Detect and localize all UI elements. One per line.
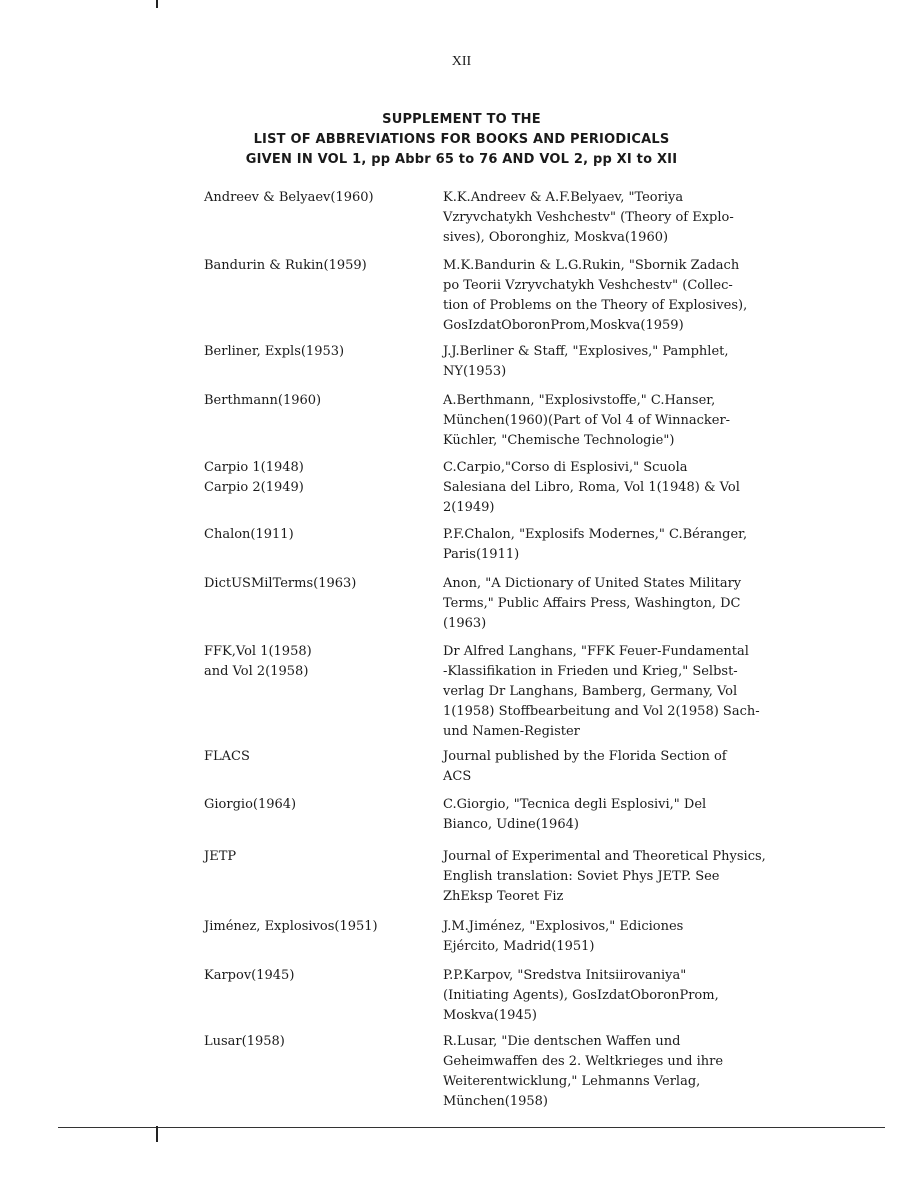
description-line: Dr Alfred Langhans, "FFK Feuer-Fundamental: [443, 644, 749, 659]
description-line: Journal published by the Florida Section of: [443, 749, 727, 764]
abbreviation: DictUSMilTerms(1963): [204, 576, 357, 591]
description-line: (1963): [443, 616, 487, 631]
description-line: -Klassifikation in Frieden und Krieg," Selbst-: [443, 664, 738, 679]
abbreviation: Carpio 1(1948) Carpio 2(1949): [204, 460, 304, 495]
description-line: po Teorii Vzryvchatykh Veshchestv" (Collec-: [443, 278, 733, 293]
description-line: R.Lusar, "Die dentschen Waffen und: [443, 1034, 681, 1049]
abbreviation: Andreev & Belyaev(1960): [204, 190, 374, 205]
abbreviation: JETP: [204, 849, 237, 864]
reference-description: [443, 966, 783, 1026]
reference-description: [443, 642, 783, 742]
page-number: XII: [451, 54, 472, 69]
description-line: C.Giorgio, "Tecnica degli Esplosivi," Del: [443, 797, 707, 812]
description-line: ZhEksp Teoret Fiz: [443, 889, 564, 904]
description-line: Geheimwaffen des 2. Weltkrieges und ihre: [443, 1054, 724, 1069]
top-margin-mark: [156, 0, 158, 8]
description-line: C.Carpio,"Corso di Esplosivi," Scuola: [443, 460, 688, 475]
reference-description: [443, 342, 783, 382]
description-line: München(1960)(Part of Vol 4 of Winnacker-: [443, 413, 731, 428]
description-line: J.J.Berliner & Staff, "Explosives," Pamphlet,: [443, 344, 729, 359]
description-line: M.K.Bandurin & L.G.Rukin, "Sbornik Zadach: [443, 258, 740, 273]
abbreviation: Giorgio(1964): [204, 797, 297, 812]
description-line: ACS: [443, 769, 472, 784]
reference-description: [443, 917, 783, 957]
description-line: Paris(1911): [443, 547, 520, 562]
description-line: GosIzdatOboronProm,Moskva(1959): [443, 318, 684, 333]
reference-description: [443, 847, 783, 907]
description-line: tion of Problems on the Theory of Explosives),: [443, 298, 748, 313]
description-line: verlag Dr Langhans, Bamberg, Germany, Vol: [443, 684, 738, 699]
description-line: Journal of Experimental and Theoretical Physics,: [443, 849, 766, 864]
abbreviation: Jiménez, Explosivos(1951): [204, 919, 378, 934]
description-line: Moskva(1945): [443, 1008, 538, 1023]
description-line: 2(1949): [443, 500, 495, 515]
footer-rule: [58, 1127, 885, 1128]
title-line-1: SUPPLEMENT TO THE: [382, 112, 541, 127]
description-line: Vzryvchatykh Veshchestv" (Theory of Explo-: [443, 210, 734, 225]
reference-description: [443, 747, 783, 787]
title-line-3: GIVEN IN VOL 1, pp Abbr 65 to 76 AND VOL 2, pp XI to XII: [245, 152, 678, 167]
description-line: English translation: Soviet Phys JETP. See: [443, 869, 720, 884]
abbreviation: Bandurin & Rukin(1959): [204, 258, 367, 273]
abbreviation: Berliner, Expls(1953): [204, 344, 345, 359]
reference-description: [443, 795, 783, 835]
title-line-2: LIST OF ABBREVIATIONS FOR BOOKS AND PERIODICALS: [253, 132, 670, 147]
description-line: sives), Oboronghiz, Moskva(1960): [443, 230, 669, 245]
bottom-margin-mark: [156, 1126, 158, 1142]
description-line: und Namen-Register: [443, 724, 580, 739]
reference-description: [443, 391, 783, 451]
description-line: Anon, "A Dictionary of United States Military: [443, 576, 742, 591]
description-line: München(1958): [443, 1094, 549, 1109]
description-line: A.Berthmann, "Explosivstoffe," C.Hanser,: [443, 393, 716, 408]
reference-description: [443, 458, 783, 518]
description-line: Weiterentwicklung," Lehmanns Verlag,: [443, 1074, 701, 1089]
description-line: NY(1953): [443, 364, 507, 379]
abbreviation: FLACS: [204, 749, 250, 764]
description-line: (Initiating Agents), GosIzdatOboronProm,: [443, 988, 719, 1003]
description-line: P.P.Karpov, "Sredstva Initsiirovaniya": [443, 968, 687, 983]
reference-description: [443, 525, 783, 565]
description-line: P.F.Chalon, "Explosifs Modernes," C.Béranger,: [443, 527, 748, 542]
description-line: Küchler, "Chemische Technologie"): [443, 433, 675, 448]
abbreviation: Berthmann(1960): [204, 393, 322, 408]
abbreviation: FFK,Vol 1(1958) and Vol 2(1958): [204, 644, 312, 679]
description-line: Terms," Public Affairs Press, Washington, DC: [443, 596, 741, 611]
reference-description: [443, 574, 783, 634]
description-line: Ejército, Madrid(1951): [443, 939, 595, 954]
abbreviation: Karpov(1945): [204, 968, 295, 983]
page-title: [0, 110, 923, 170]
abbreviation: Lusar(1958): [204, 1034, 285, 1049]
reference-description: [443, 1032, 783, 1112]
description-line: Bianco, Udine(1964): [443, 817, 579, 832]
reference-description: [443, 188, 783, 248]
abbreviation: Chalon(1911): [204, 527, 294, 542]
description-line: Salesiana del Libro, Roma, Vol 1(1948) & Vol: [443, 480, 740, 495]
description-line: K.K.Andreev & A.F.Belyaev, "Teoriya: [443, 190, 684, 205]
reference-description: [443, 256, 783, 336]
description-line: 1(1958) Stoffbearbeitung and Vol 2(1958) Sach-: [443, 704, 760, 719]
description-line: J.M.Jiménez, "Explosivos," Ediciones: [443, 919, 684, 934]
